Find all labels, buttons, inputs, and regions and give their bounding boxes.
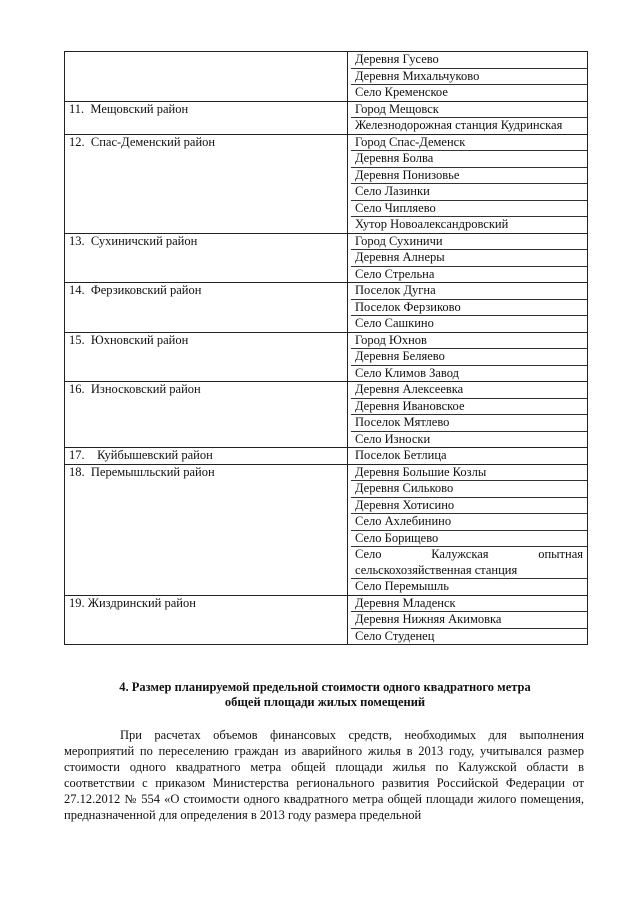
settlement-name: Село Перемышль [355,579,449,593]
settlement-name: Город Юхнов [351,333,587,350]
settlement-name: Село Кременское [355,85,448,99]
settlement-name: Город Спас-Деменск [351,135,587,152]
settlement-name: Село Студенец [355,628,435,643]
settlement-name: Село Чипляево [351,201,587,218]
table-row [65,448,587,465]
settlement-name: Деревня Гусево [351,52,587,69]
table-row [65,102,587,135]
settlement-name: Деревня Нижняя Акимовка [351,612,587,629]
settlement-name: Село Лазинки [351,184,587,201]
places-cell [348,382,587,447]
settlement-name: Деревня Алексеевка [351,382,587,399]
body-paragraph: При расчетах объемов финансовых средств, необходимых для выполнения мероприятий по переселению граждан из аварийного жилья в 2013 году, учитывался размер стоимости одного квадратного метра общей площади жилья по Калужской области в соответствии с приказом Министерства регионального развития Российской Федерации от 27.12.2012 № 554 «О стоимости одного квадратного метра общей площади жилого помещения, предназначенной для определения в 2013 году размера предельной [64,728,584,822]
places-cell [348,234,587,283]
district-name: 19. Жиздринский район [69,595,196,610]
district-cell [65,596,348,645]
settlement-name: Село Борищево [351,531,587,548]
settlement-name: Поселок Дугна [351,283,587,300]
table-row [65,465,587,596]
settlement-name: Село Калужская опытная сельскохозяйственная станция [351,547,587,579]
settlement-name: Село Сашкино [355,316,434,330]
settlement-name: Деревня Болва [351,151,587,168]
district-name: 12. Спас-Деменский район [69,134,216,149]
district-cell [65,52,348,101]
section-heading [64,680,586,710]
settlement-name: Город Сухиничи [351,234,587,251]
district-name: 15. Юхновский район [69,332,189,347]
places-cell [348,465,587,595]
places-cell [348,596,587,645]
places-cell [348,333,587,382]
settlement-name: Село Ахлебинино [351,514,587,531]
district-cell [65,333,348,382]
settlement-name: Село Стрельна [355,266,435,281]
district-name: 11. Мещовский район [69,101,189,116]
places-cell [348,448,587,464]
table-row [65,52,587,102]
places-cell [348,135,587,233]
settlement-name: Деревня Младенск [351,596,587,613]
settlement-name: Деревня Хотисино [351,498,587,515]
district-cell [65,234,348,283]
table-row [65,135,587,234]
district-cell [65,382,348,447]
table-row [65,382,587,448]
settlement-name: Поселок Мятлево [351,415,587,432]
district-cell [65,102,348,134]
district-cell [65,448,348,464]
settlement-name: Деревня Беляево [351,349,587,366]
settlement-name: Поселок Ферзиково [351,300,587,317]
places-cell [348,52,587,101]
places-cell [348,102,587,134]
district-name: 16. Износковский район [69,382,201,396]
section-heading-line-2: общей площади жилых помещений [224,695,426,709]
settlement-name: Деревня Алнеры [351,250,587,267]
settlement-name: Город Мещовск [351,102,587,119]
settlement-name: Деревня Ивановское [351,399,587,416]
district-name: 13. Сухиничский район [69,233,198,248]
settlements-table [64,51,588,645]
settlement-name: Деревня Понизовье [351,168,587,185]
table-row [65,596,587,646]
settlement-name: Железнодорожная станция Кудринская [355,118,563,132]
settlement-name: Деревня Сильково [351,481,587,498]
settlement-name: Село Климов Завод [355,365,459,380]
district-name: 17. Куйбышевский район [69,448,213,462]
settlement-name: Поселок Бетлица [355,448,447,462]
table-row [65,234,587,284]
district-cell [65,283,348,332]
settlement-name: Хутор Новоалександровский [355,217,509,231]
settlement-name: Деревня Большие Козлы [351,465,587,482]
table-row [65,333,587,383]
district-cell [65,465,348,595]
district-name: 14. Ферзиковский район [69,283,202,297]
settlement-name: Село Износки [355,431,431,446]
section-heading-line-1: 4. Размер планируемой предельной стоимости одного квадратного метра [119,680,531,694]
table-row [65,283,587,333]
district-name: 18. Перемышльский район [69,464,215,479]
places-cell [348,283,587,332]
district-cell [65,135,348,233]
settlement-name: Деревня Михальчуково [351,69,587,86]
